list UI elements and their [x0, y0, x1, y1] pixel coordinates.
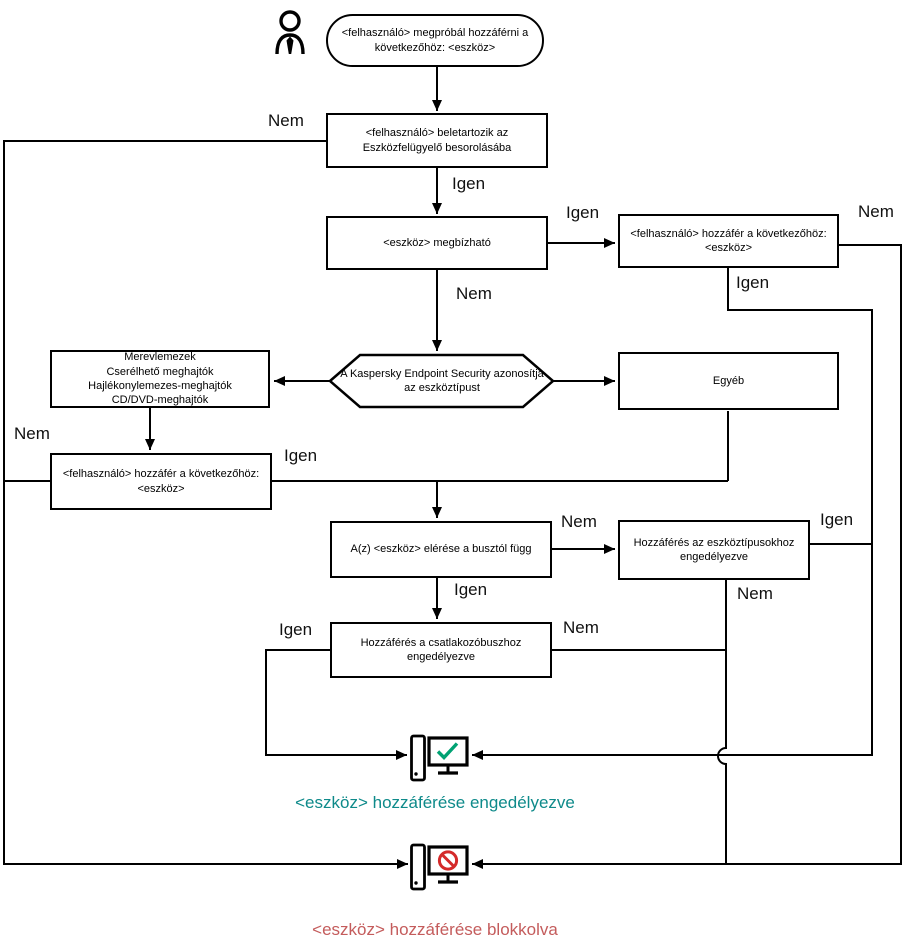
computer-prohibited-icon: [412, 845, 468, 889]
node-user-access-top: [618, 214, 839, 268]
node-identify-label: A Kaspersky Endpoint Security azonosítja az eszköztípust: [340, 367, 544, 394]
start-node: [326, 14, 544, 67]
edge-label-busallowed-yes: Igen: [279, 620, 313, 639]
node-device-types-allowed-label: Hozzáférés az eszköztípusokhoz engedélyezve: [633, 536, 795, 563]
edge-label-trusted-no: Nem: [456, 284, 492, 303]
device-type-cddvd: CD/DVD-meghajtók: [111, 394, 209, 407]
node-other: [618, 352, 839, 410]
edge-label-access-top-no: Nem: [858, 202, 894, 221]
node-bus-allowed: [330, 622, 552, 678]
node-bus-allowed-label: Hozzáférés a csatlakozóbuszhoz engedélyezve: [360, 636, 522, 663]
allowed-caption: <eszköz> hozzáférése engedélyezve: [295, 793, 575, 812]
device-type-hdd: Merevlemezek: [124, 351, 196, 364]
start-node-label: <felhasználó> megpróbál hozzáférni a következőhöz: <eszköz>: [341, 27, 529, 54]
device-type-floppy: Hajlékonylemezes-meghajtók: [88, 380, 232, 392]
device-type-removable: Cserélhető meghajtók: [106, 365, 214, 378]
edge-label-access-left-no: Nem: [14, 424, 50, 443]
node-device-types-allowed: [618, 520, 810, 580]
connector-types-no-hop-blocked: [718, 580, 726, 864]
node-identify: [340, 356, 544, 406]
edge-label-bus-no: Nem: [561, 512, 597, 531]
node-bus-dependent: [330, 521, 552, 578]
user-icon: [277, 12, 303, 54]
node-bus-dependent-label: A(z) <eszköz> elérése a busztól függ: [350, 543, 532, 556]
node-membership-label: <felhasználó> beletartozik az Eszközfelügyelő besorolásába: [362, 127, 512, 154]
node-device-types: [50, 350, 270, 408]
node-user-access-left: [50, 453, 272, 510]
edge-label-types-yes: Igen: [820, 510, 854, 529]
edge-label-access-left-yes: Igen: [284, 446, 318, 465]
node-membership: [326, 113, 548, 168]
node-other-label: Egyéb: [712, 374, 745, 387]
edge-label-bus-yes: Igen: [454, 580, 488, 599]
blocked-caption: <eszköz> hozzáférése blokkolva: [312, 920, 558, 939]
node-user-access-top-label: <felhasználó> hozzáfér a következőhöz: <eszköz>: [630, 227, 827, 254]
edge-label-busallowed-no: Nem: [563, 618, 599, 637]
edge-label-trusted-yes: Igen: [566, 203, 600, 222]
edge-label-membership-yes: Igen: [452, 174, 486, 193]
edge-label-types-no: Nem: [737, 584, 773, 603]
edge-label-membership-no: Nem: [268, 111, 304, 130]
edge-label-access-top-yes: Igen: [736, 273, 770, 292]
node-user-access-left-label: <felhasználó> hozzáfér a következőhöz: <eszköz>: [62, 468, 260, 495]
connector-access-yes-allowed: [472, 268, 872, 755]
node-trusted: [326, 216, 548, 270]
node-trusted-label: <eszköz> megbízható: [383, 236, 491, 249]
computer-check-icon: [412, 736, 468, 780]
